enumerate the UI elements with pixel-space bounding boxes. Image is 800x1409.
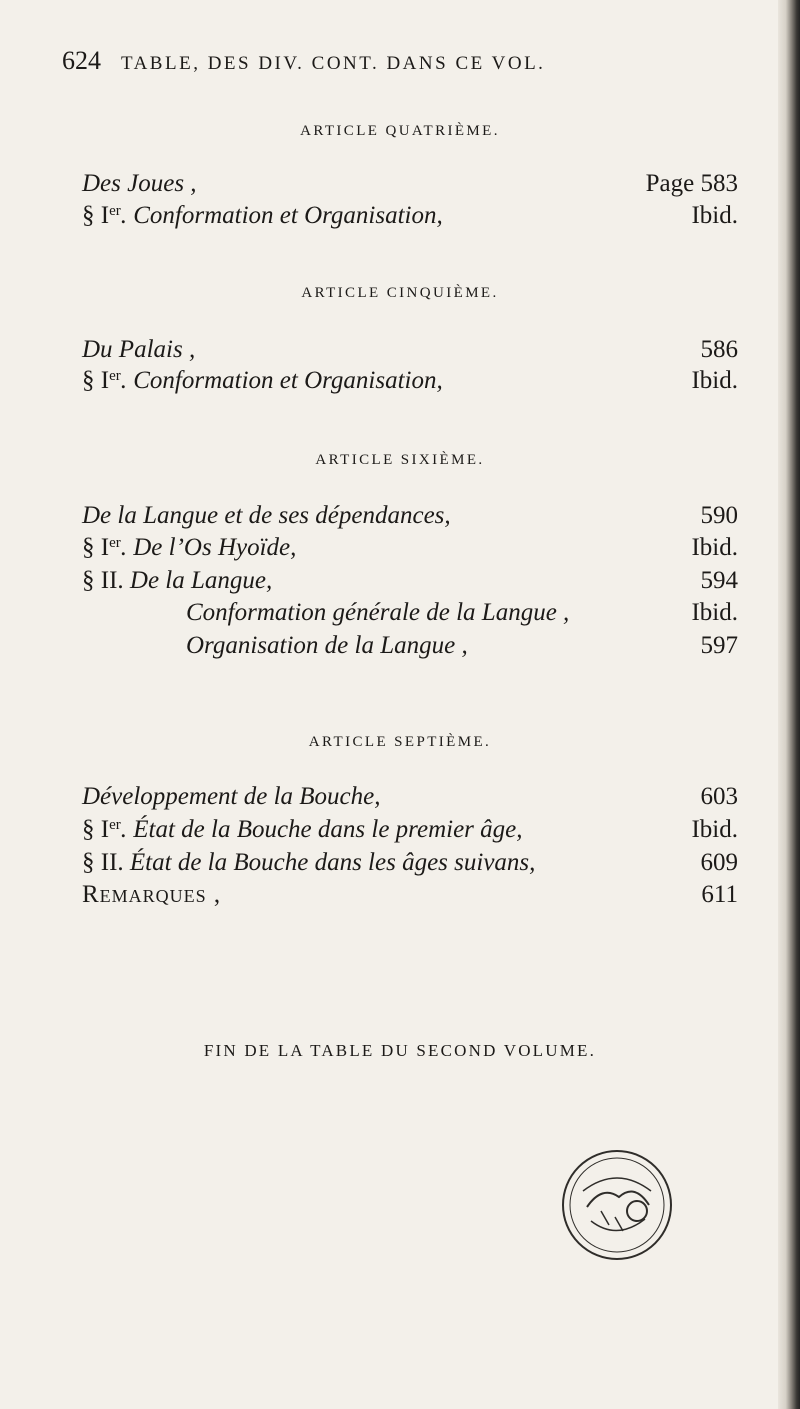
entry-page: 609 [700,849,738,876]
toc-entry [82,336,738,370]
article-heading: ARTICLE SIXIÈME. [315,452,485,468]
toc-entry [82,816,738,850]
entry-title: Conformation générale de la Langue , [186,599,570,626]
entry-title: § II. De la Langue, [82,567,273,594]
toc-entry [82,849,738,883]
running-title: TABLE, DES DIV. CONT. DANS CE VOL. [121,53,546,74]
entry-title: Du Palais , [82,336,196,363]
entry-page: 603 [700,783,738,810]
entry-title: § Ier. Conformation et Organisation, [82,367,443,394]
article-heading: ARTICLE CINQUIÈME. [301,285,499,301]
running-header [62,46,545,76]
book-spine-edge [778,0,800,1409]
entry-page: 597 [700,632,738,659]
entry-page: Ibid. [691,816,738,843]
entry-title: § Ier. De l’Os Hyoïde, [82,534,297,561]
toc-entry [82,202,738,236]
page-number: 624 [62,46,101,75]
toc-entry [82,502,738,536]
article-heading: ARTICLE QUATRIÈME. [300,123,500,139]
entry-title: Des Joues , [82,170,197,197]
entry-title: § Ier. Conformation et Organisation, [82,202,443,229]
entry-title: § II. État de la Bouche dans les âges suivans, [82,849,536,876]
entry-page: Ibid. [691,534,738,561]
toc-entry [82,567,738,601]
entry-title: § Ier. État de la Bouche dans le premier âge, [82,816,523,843]
entry-page: 586 [700,336,738,363]
entry-title: Remarques , [82,881,222,908]
toc-entry [82,632,738,666]
entry-page: 611 [701,881,738,908]
toc-entry [82,534,738,568]
toc-entry [82,783,738,817]
entry-page: Ibid. [691,367,738,394]
end-of-table-note: FIN DE LA TABLE DU SECOND VOLUME. [203,1041,597,1060]
toc-entry [82,367,738,401]
toc-entry [82,881,738,915]
entry-title: Organisation de la Langue , [186,632,468,659]
entry-title: Développement de la Bouche, [82,783,381,810]
entry-page: Ibid. [691,202,738,229]
entry-page: 594 [700,567,738,594]
entry-page: 590 [700,502,738,529]
toc-entry [82,599,738,633]
article-heading: ARTICLE SEPTIÈME. [308,734,492,750]
entry-title: De la Langue et de ses dépendances, [82,502,451,529]
toc-entry [82,170,738,204]
entry-page: Ibid. [691,599,738,626]
library-stamp-icon [557,1145,677,1265]
entry-page: Page 583 [645,170,738,197]
